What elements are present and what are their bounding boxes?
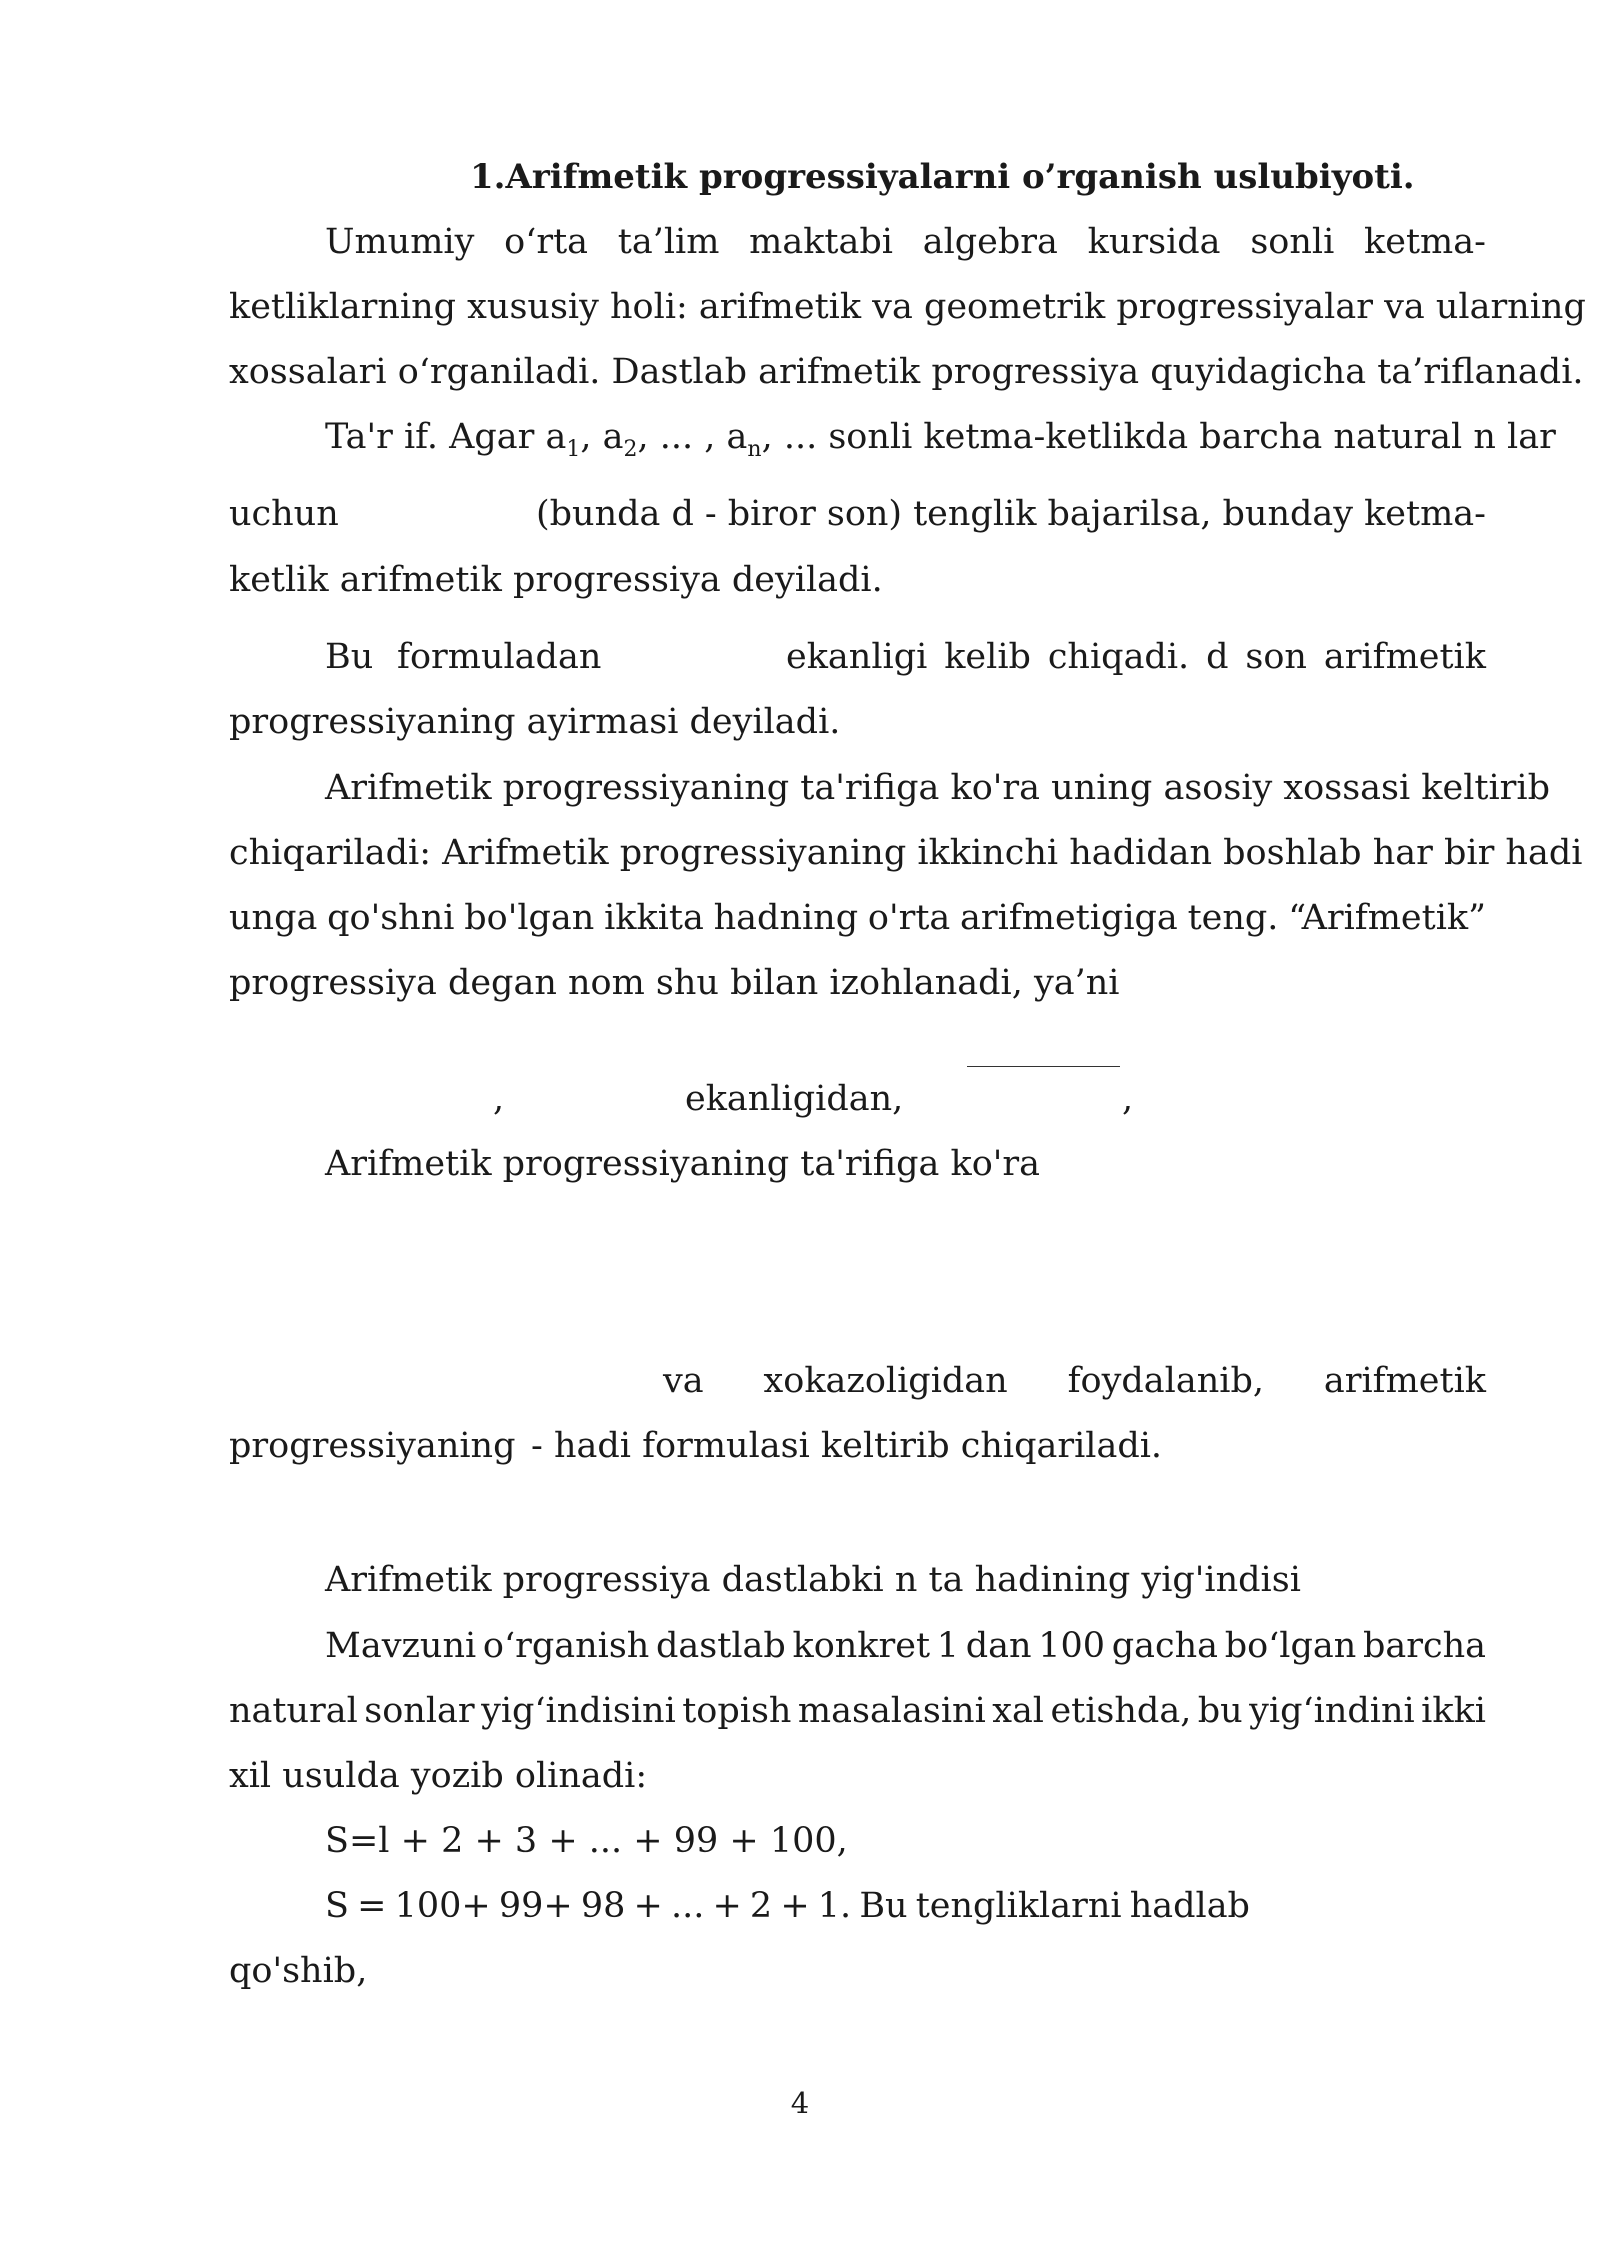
word: yig‘indisini — [481, 1691, 676, 1731]
eq-comma-2: , — [1122, 1079, 1134, 1119]
word: qo'shni — [327, 898, 455, 938]
word: tenglik — [913, 494, 1037, 534]
p3-line1-formuladan: formuladan — [397, 637, 602, 677]
word: son) — [826, 494, 903, 534]
word: ketma- — [1364, 494, 1486, 534]
definition-line2-start: uchun — [229, 494, 339, 534]
equation-2 — [325, 1886, 1250, 1926]
p1-line3: xossalari o‘rganiladi. Dastlab arifmetik progressiya quyidagicha ta’riflanadi. — [229, 352, 1584, 392]
word: kelib — [944, 637, 1031, 677]
word: ketma- — [1364, 222, 1486, 262]
word: “Arifmetik” — [1288, 898, 1486, 938]
p6-line1 — [663, 1361, 1486, 1401]
fraction-bar — [967, 1066, 1120, 1067]
word: d — [671, 494, 694, 534]
word: ... — [670, 1886, 705, 1926]
word: masalasini — [797, 1691, 986, 1731]
word: Umumiy — [325, 222, 475, 262]
word: yig‘indini — [1249, 1691, 1415, 1731]
word: etishda, — [1050, 1691, 1192, 1731]
word: + — [633, 1886, 663, 1926]
word: + — [712, 1886, 742, 1926]
word: S — [325, 1886, 349, 1926]
eq-ekanligidan: ekanligidan, — [685, 1079, 904, 1119]
word: 2 — [749, 1886, 773, 1926]
word: 100 — [1038, 1626, 1106, 1666]
p4-line4: progressiya degan nom shu bilan izohlanadi, ya’ni — [229, 963, 1120, 1003]
word: o‘rganish — [482, 1626, 650, 1666]
word: (bunda — [536, 494, 661, 534]
word: bo'lgan — [464, 898, 595, 938]
word: teng. — [1187, 898, 1279, 938]
word: sonli — [1250, 222, 1335, 262]
word: hadlab — [1129, 1886, 1250, 1926]
word: 1. — [817, 1886, 852, 1926]
word: o‘rta — [504, 222, 589, 262]
p1-line1 — [325, 222, 1486, 262]
p4-line1: Arifmetik progressiyaning ta'rifiga ko'ra uning asosiy xossasi keltirib — [325, 768, 1550, 808]
p5-line1: Arifmetik progressiyaning ta'rifiga ko'ra — [325, 1144, 1040, 1184]
word: ekanligi — [786, 637, 928, 677]
word: kursida — [1087, 222, 1221, 262]
word: gacha — [1111, 1626, 1218, 1666]
word: bo‘lgan — [1224, 1626, 1357, 1666]
word: Mavzuni — [325, 1626, 477, 1666]
word: ikkita — [604, 898, 704, 938]
p1-line2: ketliklarning xususiy holi: arifmetik va geometrik progressiyalar va ularning — [229, 287, 1586, 327]
p6-line2-start: progressiyaning — [229, 1426, 516, 1466]
word: chiqadi. — [1047, 637, 1190, 677]
p6-line2-rest: - hadi formulasi keltirib chiqariladi. — [531, 1426, 1163, 1466]
word: konkret — [792, 1626, 931, 1666]
word: 100+ — [394, 1886, 491, 1926]
word: tengliklarni — [915, 1886, 1122, 1926]
word: + — [780, 1886, 810, 1926]
word: xokazoligidan — [763, 1361, 1008, 1401]
word: d — [1206, 637, 1229, 677]
word: foydalanib, — [1067, 1361, 1264, 1401]
word: bajarilsa, — [1047, 494, 1212, 534]
word: ta’lim — [617, 222, 720, 262]
word: biror — [727, 494, 816, 534]
word: maktabi — [749, 222, 893, 262]
word: dan — [965, 1626, 1032, 1666]
p4-line3 — [229, 898, 1486, 938]
word: va — [663, 1361, 704, 1401]
p3-line2: progressiyaning ayirmasi deyiladi. — [229, 702, 841, 742]
word: algebra — [922, 222, 1058, 262]
word: son — [1245, 637, 1307, 677]
word: bu — [1197, 1691, 1243, 1731]
eq-comma-1: , — [493, 1079, 505, 1119]
page-number: 4 — [790, 2086, 810, 2120]
word: 98 — [580, 1886, 626, 1926]
word: natural — [229, 1691, 358, 1731]
definition-line2-rest — [536, 494, 1486, 534]
word: 1 — [936, 1626, 959, 1666]
word: topish — [682, 1691, 792, 1731]
word: Bu — [859, 1886, 908, 1926]
word: - — [704, 494, 717, 534]
word: unga — [229, 898, 318, 938]
word: o'rta — [867, 898, 951, 938]
word: bunday — [1222, 494, 1354, 534]
word: sonlar — [364, 1691, 475, 1731]
p4-line2: chiqariladi: Arifmetik progressiyaning ikkinchi hadidan boshlab har bir hadi — [229, 833, 1583, 873]
equation-1: S=l + 2 + 3 + ... + 99 + 100, — [325, 1821, 848, 1861]
definition-line3: ketlik arifmetik progressiya deyiladi. — [229, 560, 883, 600]
equation-2-tail: qo'shib, — [229, 1951, 368, 1991]
word: 99+ — [498, 1886, 573, 1926]
p7-line1 — [325, 1626, 1486, 1666]
p3-line1-rest — [786, 637, 1486, 677]
word: hadning — [713, 898, 859, 938]
p7-line3: xil usulda yozib olinadi: — [229, 1756, 648, 1796]
p3-line1-bu: Bu — [325, 637, 374, 677]
word: = — [357, 1886, 387, 1926]
word: ikki — [1421, 1691, 1486, 1731]
word: barcha — [1362, 1626, 1486, 1666]
section-title: 1.Arifmetik progressiyalarni o’rganish uslubiyoti. — [470, 157, 1415, 197]
sum-heading: Arifmetik progressiya dastlabki n ta hadining yig'indisi — [325, 1560, 1301, 1600]
word: arifmetik — [1323, 637, 1486, 677]
word: dastlab — [656, 1626, 786, 1666]
definition-line1: Ta'r if. Agar $a_1$, $a_2$, ... , $a_n$, ... sonli ketma-ketlikda barcha natural n lar — [325, 417, 1556, 462]
p7-line2 — [229, 1691, 1486, 1731]
word: arifmetik — [1323, 1361, 1486, 1401]
word: xal — [992, 1691, 1045, 1731]
word: arifmetigiga — [960, 898, 1178, 938]
